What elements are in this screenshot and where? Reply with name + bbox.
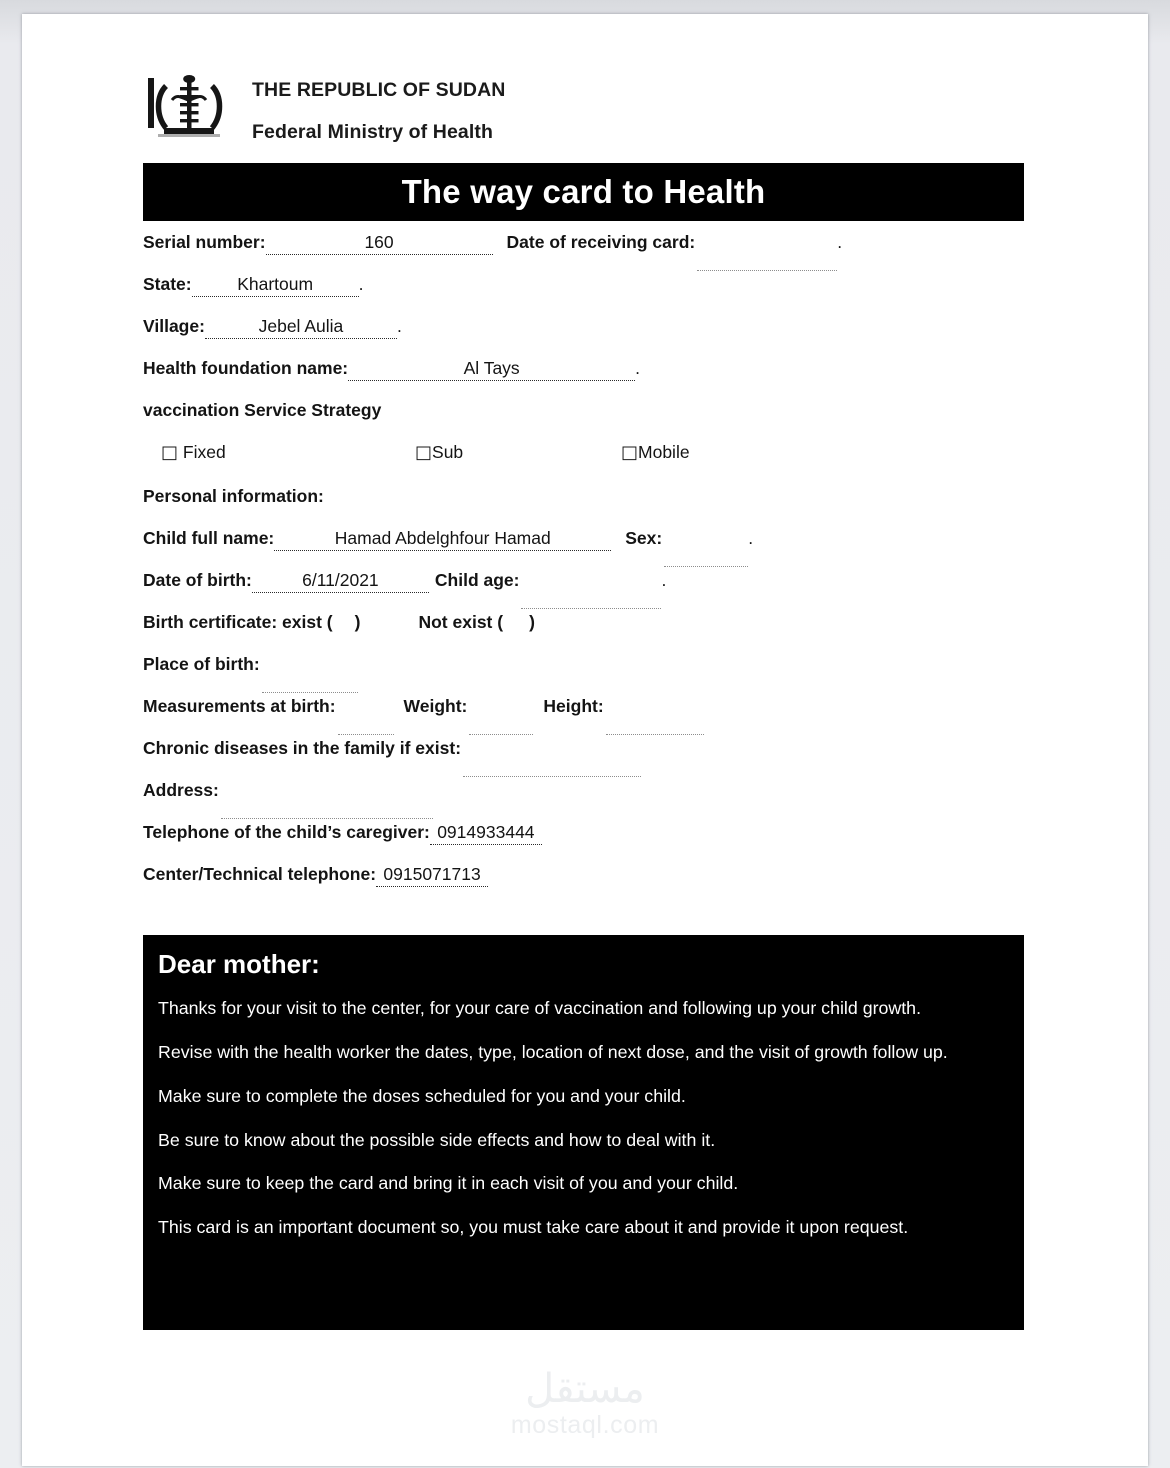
- height-label: Height:: [543, 696, 604, 716]
- birth-certificate-not-exist-label: Not exist (: [418, 612, 504, 632]
- health-foundation-label: Health foundation name:: [143, 358, 349, 378]
- address-value[interactable]: [221, 803, 433, 819]
- caregiver-phone-label: Telephone of the child’s caregiver:: [143, 822, 430, 842]
- strategy-option-sub-label: Sub: [432, 442, 464, 462]
- field-row-village: [143, 316, 1043, 358]
- field-row-health-foundation: [143, 358, 1043, 400]
- chronic-diseases-label: Chronic diseases in the family if exist:: [143, 738, 462, 758]
- document-sheet: [22, 14, 1148, 1466]
- field-row-date-of-birth: [143, 570, 1043, 612]
- child-age-terminator: .: [661, 570, 667, 590]
- notice-line: Revise with the health worker the dates, type, location of next dose, and the visit of growth follow up.: [158, 1041, 948, 1062]
- weight-value[interactable]: [469, 719, 533, 735]
- address-label: Address:: [143, 780, 219, 800]
- document-header: [142, 64, 1042, 158]
- strategy-option-mobile[interactable]: [621, 442, 690, 463]
- field-row-serial-number: [143, 232, 1043, 274]
- field-row-state: [143, 274, 1043, 316]
- field-row-measurements: [143, 696, 1043, 738]
- center-phone-value[interactable]: 0915071713: [376, 864, 488, 887]
- health-foundation-terminator: .: [635, 358, 641, 378]
- sex-label: Sex:: [625, 528, 663, 548]
- chronic-diseases-value[interactable]: [463, 761, 641, 777]
- field-row-birth-certificate: [143, 612, 1043, 654]
- birth-certificate-not-exist-close: ): [529, 612, 535, 632]
- notice-line: Be sure to know about the possible side effects and how to deal with it.: [158, 1129, 716, 1150]
- field-row-caregiver-phone: [143, 822, 1043, 864]
- notice-body: [158, 997, 1008, 1260]
- notice-line: Thanks for your visit to the center, for your care of vaccination and following up your child growth.: [158, 998, 922, 1018]
- serial-number-value[interactable]: 160: [266, 232, 493, 255]
- date-of-birth-value[interactable]: 6/11/2021: [252, 570, 429, 593]
- dear-mother-notice: [143, 935, 1024, 1330]
- field-row-center-phone: [143, 864, 1043, 906]
- village-label: Village:: [143, 316, 205, 336]
- sex-value[interactable]: [664, 551, 748, 567]
- personal-info-heading: Personal information:: [143, 486, 324, 506]
- watermark-arabic-text: مستقل: [525, 1366, 645, 1412]
- child-full-name-label: Child full name:: [143, 528, 275, 548]
- height-value[interactable]: [606, 719, 704, 735]
- child-age-label: Child age:: [434, 570, 520, 590]
- card-title-banner: [143, 163, 1024, 221]
- field-row-chronic-diseases: [143, 738, 1043, 780]
- strategy-option-fixed-label: Fixed: [182, 442, 226, 462]
- sudan-moh-emblem-icon: [142, 70, 234, 144]
- measurements-label: Measurements at birth:: [143, 696, 336, 716]
- card-title: The way card to Health: [401, 173, 766, 210]
- field-row-child-name: [143, 528, 1043, 570]
- notice-line: Make sure to complete the doses scheduled for you and your child.: [158, 1085, 686, 1106]
- country-title: THE REPUBLIC OF SUDAN: [252, 79, 506, 101]
- state-label: State:: [143, 274, 192, 294]
- place-of-birth-label: Place of birth:: [143, 654, 260, 674]
- field-row-personal-info-heading: [143, 486, 1043, 528]
- strategy-option-fixed[interactable]: [161, 442, 226, 463]
- notice-line: This card is an important document so, you must take care about it and provide it upon request.: [158, 1217, 909, 1238]
- notice-title: Dear mother:: [158, 949, 320, 979]
- date-of-receiving-label: Date of receiving card:: [506, 232, 696, 252]
- child-full-name-value[interactable]: Hamad Abdelghfour Hamad: [274, 528, 611, 551]
- strategy-option-sub[interactable]: [415, 442, 463, 463]
- caregiver-phone-value[interactable]: 0914933444: [430, 822, 542, 845]
- birth-certificate-exist-label: Birth certificate: exist (: [143, 612, 333, 632]
- health-foundation-value[interactable]: Al Tays: [348, 358, 635, 381]
- checkbox-icon-fixed[interactable]: □: [161, 442, 179, 463]
- checkbox-icon-mobile[interactable]: □: [621, 442, 639, 463]
- weight-label: Weight:: [403, 696, 468, 716]
- village-value[interactable]: Jebel Aulia: [205, 316, 397, 339]
- place-of-birth-value[interactable]: [262, 677, 358, 693]
- notice-line: Make sure to keep the card and bring it in each visit of you and your child.: [158, 1173, 739, 1194]
- birth-certificate-exist-close: ): [354, 612, 361, 632]
- strategy-heading: vaccination Service Strategy: [143, 400, 382, 420]
- serial-number-label: Serial number:: [143, 232, 266, 252]
- village-terminator: .: [396, 316, 402, 336]
- field-row-strategy-heading: [143, 400, 1043, 442]
- field-row-address: [143, 780, 1043, 822]
- date-of-birth-label: Date of birth:: [143, 570, 252, 590]
- sex-terminator: .: [748, 528, 754, 548]
- child-age-value[interactable]: [521, 593, 661, 609]
- date-of-receiving-terminator: .: [837, 232, 843, 252]
- state-value[interactable]: Khartoum: [192, 274, 359, 297]
- checkbox-icon-sub[interactable]: □: [415, 442, 433, 463]
- form-body: [143, 232, 1043, 906]
- ministry-title: Federal Ministry of Health: [252, 121, 493, 143]
- state-terminator: .: [358, 274, 364, 294]
- strategy-options-row: [143, 442, 1043, 486]
- watermark-latin-text: mostaql.com: [510, 1411, 660, 1439]
- center-phone-label: Center/Technical telephone:: [143, 864, 377, 884]
- date-of-receiving-value[interactable]: [697, 255, 837, 271]
- measurements-value[interactable]: [338, 719, 394, 735]
- field-row-place-of-birth: [143, 654, 1043, 696]
- strategy-option-mobile-label: Mobile: [638, 442, 690, 462]
